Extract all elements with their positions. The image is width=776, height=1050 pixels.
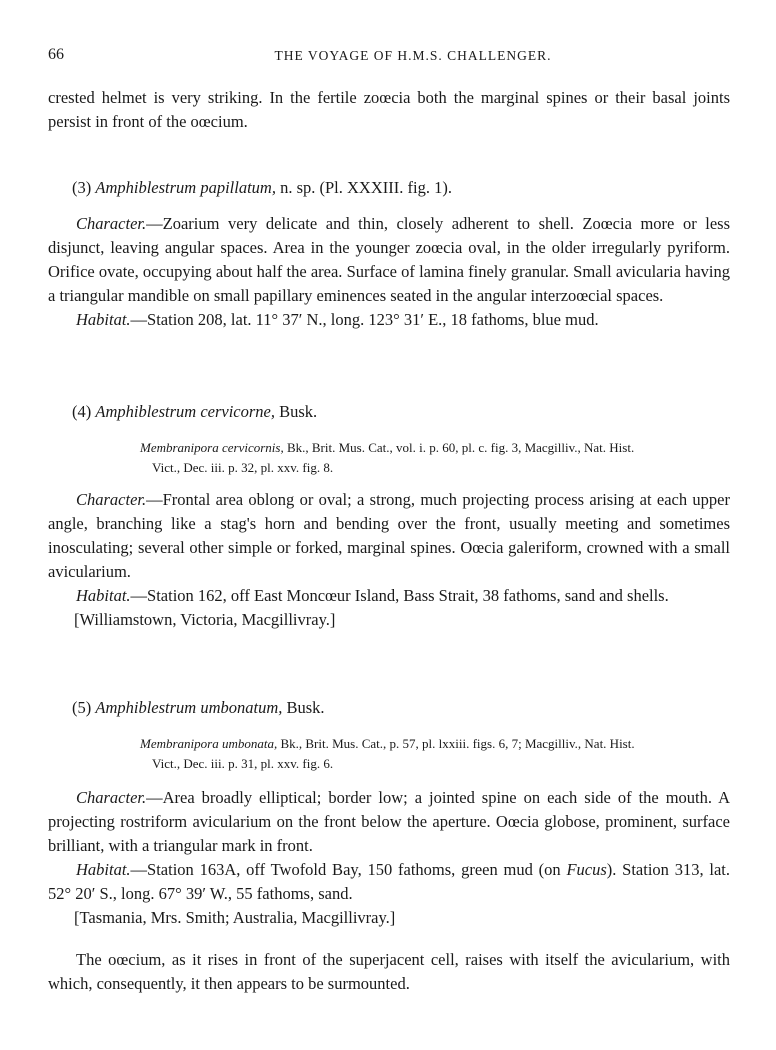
species-4-description — [48, 488, 730, 632]
intro-paragraph — [48, 86, 730, 134]
species-3-number: (3) — [72, 178, 92, 197]
species-4-heading — [48, 400, 730, 424]
species-4-habitat — [48, 584, 730, 608]
species-4-locality: [Williamstown, Victoria, Macgillivray.] — [74, 610, 336, 629]
intro-text: crested helmet is very striking. In the fertile zoœcia both the marginal spines or their basal joints persist in front of the oœcium. — [48, 88, 730, 131]
species-4-name: Amphiblestrum cervicorne, — [95, 402, 275, 421]
species-4-habitat-text: —Station 162, off East Moncœur Island, Bass Strait, 38 fathoms, sand and shells. — [130, 586, 669, 605]
species-3-name: Amphiblestrum papillatum, — [95, 178, 276, 197]
species-4-entry — [48, 400, 730, 424]
species-3-character-text: —Zoarium very delicate and thin, closely adherent to shell. Zoœcia more or less disjunct, leaving angular spaces. Area in the younger zoœcia oval, in the older irregularly pyriform. Orifice ovate, occupying about half the area. Surface of lamina finely granular. Small avicularia having a triangular mandible on small papillary eminences seated in the angular interzoœcial spaces. — [48, 214, 730, 305]
species-5-character-label: Character. — [76, 788, 147, 807]
species-3-habitat-text: —Station 208, lat. 11° 37′ N., long. 123° 31′ E., 18 fathoms, blue mud. — [130, 310, 599, 329]
species-5-number: (5) — [72, 698, 92, 717]
species-5-locality: [Tasmania, Mrs. Smith; Australia, Macgillivray.] — [74, 908, 396, 927]
species-4-syn-line1: Bk., Brit. Mus. Cat., vol. i. p. 60, pl. c. fig. 3, Macgilliv., Nat. Hist. — [286, 440, 635, 455]
species-4-syn-name: Membranipora cervicornis, — [140, 440, 284, 455]
species-4-number: (4) — [72, 402, 92, 421]
species-5-synonymy-text — [48, 734, 730, 774]
species-4-character-text: —Frontal area oblong or oval; a strong, much projecting process arising at each upper angle, branching like a stag's horn and bending over the front, usually meeting and sometimes inosculating; several other simple or forked, marginal spines. Oœcia galeriform, crowned with a small avicularium. — [48, 490, 730, 581]
species-5-entry — [48, 696, 730, 720]
species-5-heading — [48, 696, 730, 720]
species-3-habitat-label: Habitat. — [76, 310, 131, 329]
species-5-habitat-text-2: ). Station 313, lat. 52° 20′ S., long. 67° 39′ W., 55 fathoms, sand. — [48, 860, 730, 903]
species-5-character-text: —Area broadly elliptical; border low; a jointed spine on each side of the mouth. A projecting rostriform avicularium on the front below the aperture. Oœcia globose, prominent, surface brilliant, with a triangular mark in front. — [48, 788, 730, 855]
species-5-syn-line1: Bk., Brit. Mus. Cat., p. 57, pl. lxxiii. figs. 6, 7; Macgilliv., Nat. Hist. — [280, 736, 635, 751]
running-title: THE VOYAGE OF H.M.S. CHALLENGER. — [274, 48, 552, 63]
species-3-habitat — [48, 308, 730, 332]
closing-paragraph — [48, 948, 730, 996]
species-3-character — [48, 212, 730, 308]
page-number: 66 — [48, 46, 64, 63]
species-4-synonymy — [48, 438, 730, 478]
species-3-character-label: Character. — [76, 214, 147, 233]
species-5-description — [48, 786, 730, 930]
species-5-synonymy — [48, 734, 730, 774]
species-5-syn-line2: Vict., Dec. iii. p. 31, pl. xxv. fig. 6. — [152, 756, 334, 771]
species-5-name: Amphiblestrum umbonatum, — [95, 698, 283, 717]
species-3-description — [48, 212, 730, 332]
species-3-entry — [48, 176, 730, 200]
species-3-heading — [48, 176, 730, 200]
species-5-habitat-text-1: —Station 163A, off Twofold Bay, 150 fathoms, green mud (on — [130, 860, 567, 879]
species-4-syn-line2: Vict., Dec. iii. p. 32, pl. xxv. fig. 8. — [152, 460, 334, 475]
species-4-synonymy-text — [48, 438, 730, 478]
closing-text: The oœcium, as it rises in front of the superjacent cell, raises with itself the avicularium, with which, consequently, it then appears to be surmounted. — [48, 950, 730, 993]
species-5-authority: Busk. — [286, 698, 325, 717]
species-4-character-label: Character. — [76, 490, 147, 509]
species-5-habitat — [48, 858, 730, 906]
species-4-character — [48, 488, 730, 584]
species-4-authority: Busk. — [279, 402, 318, 421]
species-5-syn-name: Membranipora umbonata, — [140, 736, 278, 751]
species-3-authority: n. sp. (Pl. XXXIII. fig. 1). — [280, 178, 452, 197]
species-5-habitat-label: Habitat. — [76, 860, 131, 879]
page-header — [48, 46, 738, 68]
species-5-habitat-fucus: Fucus — [566, 860, 607, 879]
species-4-habitat-label: Habitat. — [76, 586, 131, 605]
species-5-character — [48, 786, 730, 858]
